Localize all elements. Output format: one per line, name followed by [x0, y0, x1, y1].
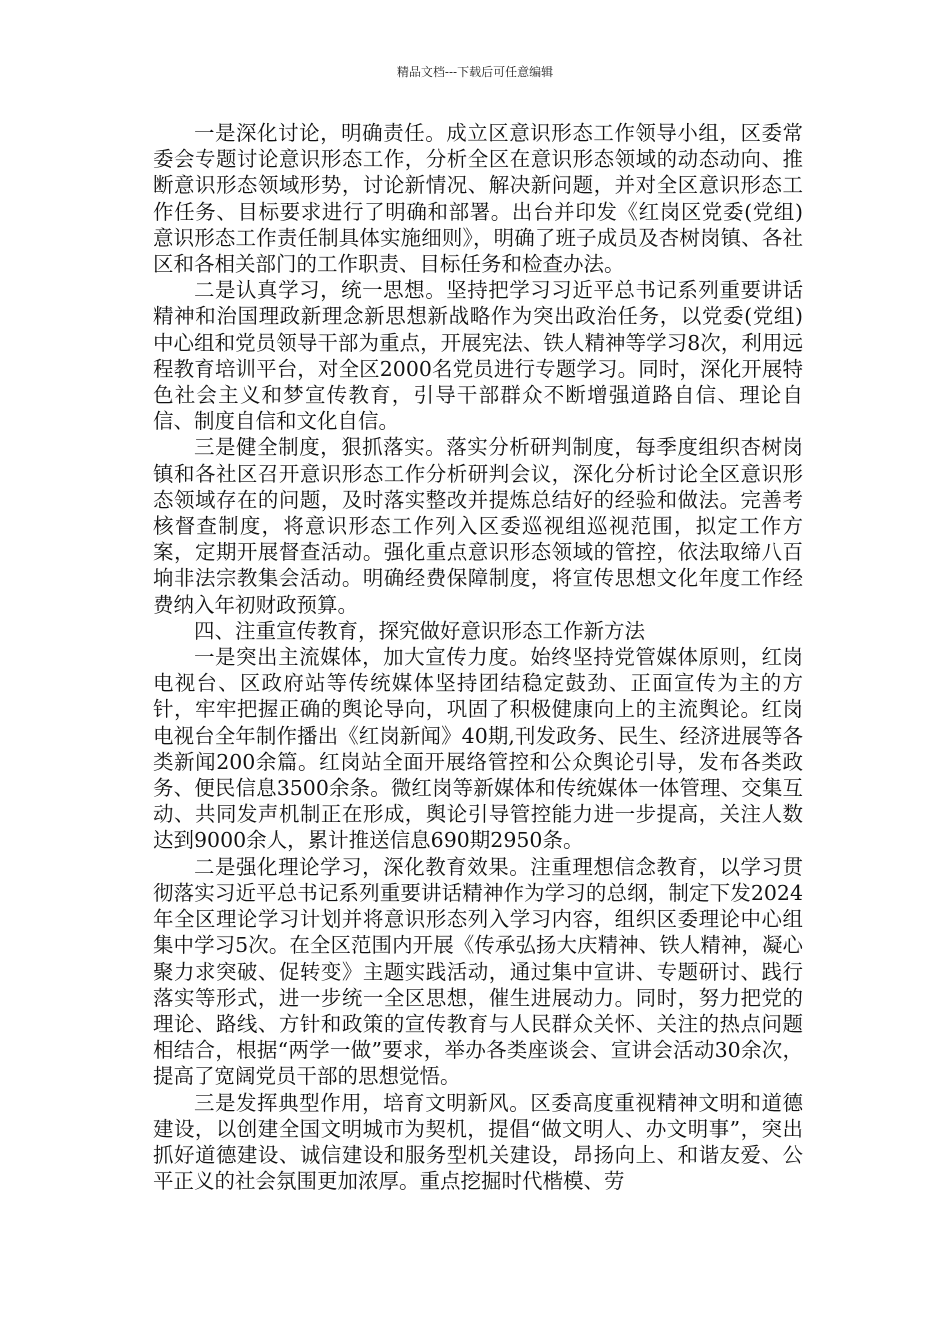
- page-header: 精品文档---下载后可任意编辑: [396, 65, 554, 79]
- paragraph-deepen-discussion: 一是深化讨论，明确责任。成立区意识形态工作领导小组，区委常委会专题讨论意识形态工作，分析全区在意识形态领域的动态动向、推断意识形态领域形势，讨论新情况、解决新问题，并对全区意识形态工作任务、目标要求进行了明确和部署。出台并印发《红岗区党委(党组)意识形态工作责任制具体实施细则》，明确了班子成员及杏树岗镇、各社区和各相关部门的工作职责、目标任务和检查办法。: [153, 121, 803, 277]
- paragraph-mainstream-media: 一是突出主流媒体，加大宣传力度。始终坚持党管媒体原则，红岗电视台、区政府站等传统媒体坚持团结稳定鼓劲、正面宣传为主的方针，牢牢把握正确的舆论导向，巩固了积极健康向上的主流舆论。红岗电视台全年制作播出《红岗新闻》40期,刊发政务、民生、经济进展等各类新闻200余篇。红岗站全面开展络管控和公众舆论引导，发布各类政务、便民信息3500余条。微红岗等新媒体和传统媒体一体管理、交集互动、共同发声机制正在形成，舆论引导管控能力进一步提高，关注人数达到9000余人，累计推送信息690期2950条。: [153, 645, 803, 853]
- section-heading-publicity-education: 四、注重宣传教育，探究做好意识形态工作新方法: [194, 618, 645, 643]
- paragraph-role-models: 三是发挥典型作用，培育文明新风。区委高度重视精神文明和道德建设，以创建全国文明城市为契机，提倡“做文明人、办文明事”，突出抓好道德建设、诚信建设和服务型机关建设，昂扬向上、和谐友爱、公平正义的社会氛围更加浓厚。重点挖掘时代楷模、劳: [153, 1090, 803, 1194]
- paragraph-improve-system: 三是健全制度，狠抓落实。落实分析研判制度，每季度组织杏树岗镇和各社区召开意识形态工作分析研判会议，深化分析讨论全区意识形态领域存在的问题，及时落实整改并提炼总结好的经验和做法。完善考核督查制度，将意识形态工作列入区委巡视组巡视范围，拟定工作方案，定期开展督查活动。强化重点意识形态领域的管控，依法取缔八百垧非法宗教集会活动。明确经费保障制度，将宣传思想文化年度工作经费纳入年初财政预算。: [153, 435, 803, 617]
- paragraph-earnest-study: 二是认真学习，统一思想。坚持把学习习近平总书记系列重要讲话精神和治国理政新理念新思想新战略作为突出政治任务，以党委(党组)中心组和党员领导干部为重点，开展宪法、铁人精神等学习8次，利用远程教育培训平台，对全区2000名党员进行专题学习。同时，深化开展特色社会主义和梦宣传教育，引导干部群众不断增强道路自信、理论自信、制度自信和文化自信。: [153, 278, 803, 434]
- document-body: [153, 120, 803, 1194]
- paragraph-theory-study: 二是强化理论学习，深化教育效果。注重理想信念教育，以学习贯彻落实习近平总书记系列重要讲话精神作为学习的总纲，制定下发2024年全区理论学习计划并将意识形态列入学习内容，组织区委理论中心组集中学习5次。在全区范围内开展《传承弘扬大庆精神、铁人精神，凝心聚力求突破、促转变》主题实践活动，通过集中宣讲、专题研讨、践行落实等形式，进一步统一全区思想，催生进展动力。同时，努力把党的理论、路线、方针和政策的宣传教育与人民群众关怀、关注的热点问题相结合，根据“两学一做”要求，举办各类座谈会、宣讲会活动30余次，提高了宽阔党员干部的思想觉悟。: [153, 854, 803, 1089]
